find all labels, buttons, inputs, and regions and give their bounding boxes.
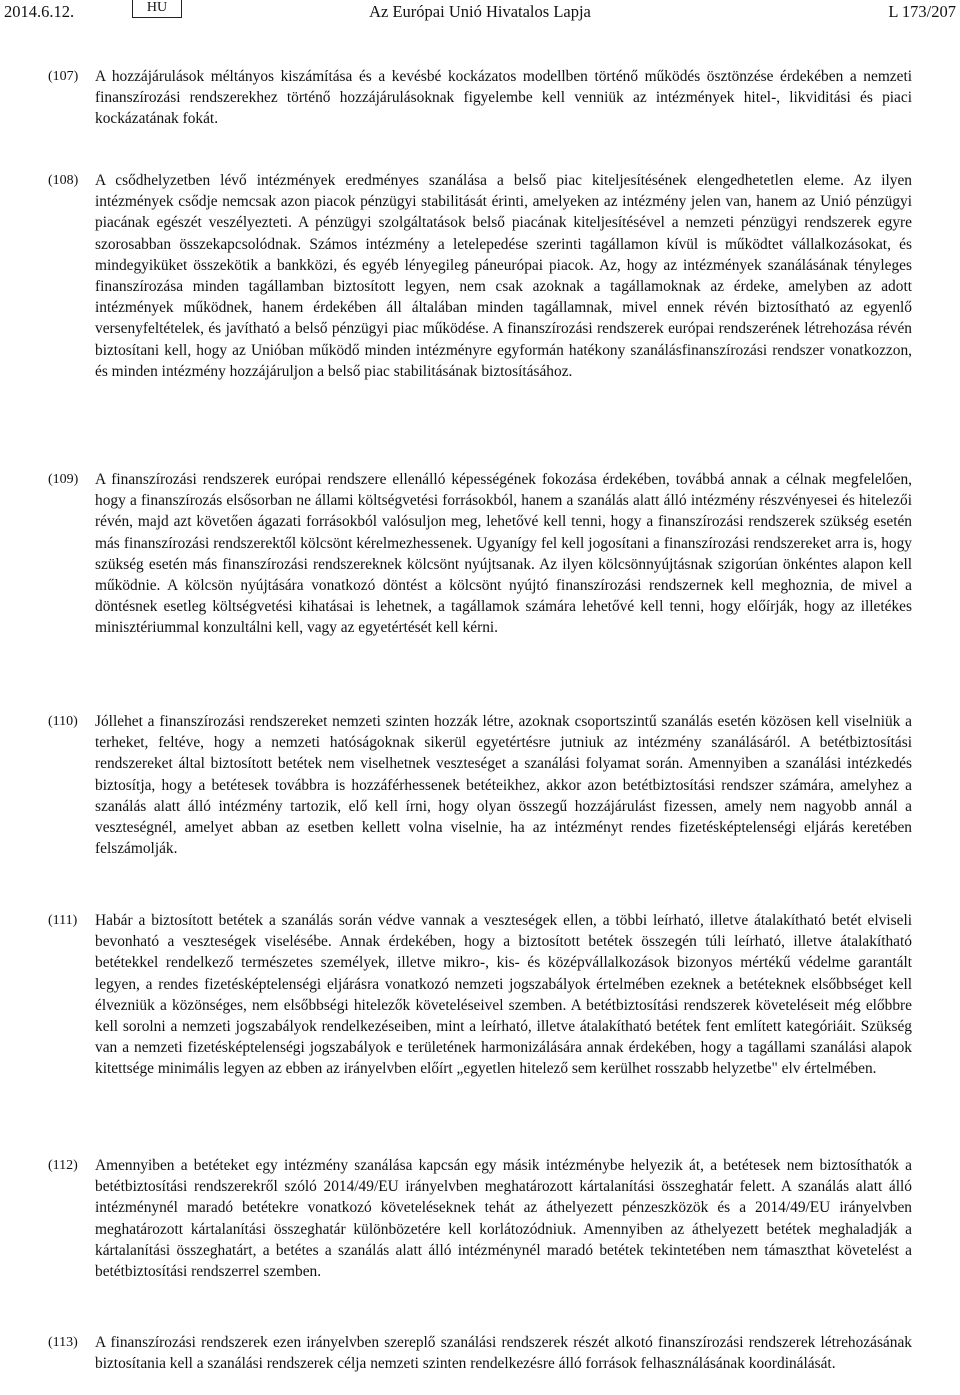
journal-title: Az Európai Unió Hivatalos Lapja [369, 2, 591, 21]
recital-113 [48, 1332, 912, 1374]
recital-text: Habár a biztosított betétek a szanálás során védve vannak a veszteségek ellen, a többi leírható, illetve átalakítható betét elviseli bevonható a veszteségek viselésébe. Annak érdekében, hogy a biztosított betétek összegén túli leírható, illetve átalakítható betétekkel rendelkező természetes személyek, illetve mikro-, kis- és középvállalkozások bizonyos mértékű védelme garantált legyen, a rendes fizetésképtelenségi eljárásra vonatkozó nemzeti jogszabályok értelmében ezeknek a betéteknek elsőbbséget kell élvezniük a közönséges, nem elsőbbségi hitelezők követeléseivel szemben. A betétbiztosítási rendszerek követeléseit még előbbre kell sorolni a nemzeti jogszabályok rendelkezéseiben, mint a leírható, illetve átalakítható betétek fent említett kategóriáit. Szükség van a nemzeti fizetésképtelenségi jogszabályok e területének harmonizálására annak érdekében, hogy a tagállami szanálási alapok kitettsége minimális legyen az ebben az irányelvben előírt „egyetlen hitelező sem kerülhet rosszabb helyzetbe" elv értelmében. [95, 912, 912, 1078]
recital-text: A csődhelyzetben lévő intézmények eredményes szanálása a belső piac kiteljesítésének elengedhetetlen eleme. Az ilyen intézmények csődje nemcsak azon piacok pénzügyi stabilitását érinti, amelyeken az intézmény jelen van, hanem az Unió pénzügyi piacának egészét veszélyezteti. A pénzügyi szolgáltatások belső piacának kiteljesítésével a nemzeti pénzügyi rendszerek egyre szorosabban összekapcsolódnak. Számos intézmény a letelepedése szerinti tagállamon kívül is működtet vállalkozásokat, és mindegyiküket összekötik a bankközi, és egyéb lényegileg páneurópai piacok. Az, hogy az intézmények szanálásának tényleges finanszírozása minden tagállamban biztosított legyen, nem csak azoknak a tagállamoknak az érdeke, amelyben az adott intézmények működnek, hanem érdekében áll általában minden tagállamnak, mivel ennek révén biztosítható az egyenlő versenyfeltételek, és javítható a belső pénzügyi piac működése. A finanszírozási rendszerek európai rendszerének létrehozása révén biztosítani kell, hogy az Unióban működő minden intézményre egyformán hatékony szanálásfinanszírozási rendszer vonatkozzon, és minden intézmény hozzájáruljon a belső piac stabilitásának biztosításához. [95, 172, 912, 380]
recital-number: (108) [48, 173, 79, 188]
recital-number: (107) [48, 69, 79, 84]
recital-108 [48, 170, 912, 382]
recital-112 [48, 1155, 912, 1282]
recital-text: A hozzájárulások méltányos kiszámítása és a kevésbé kockázatos modellben történő működés ösztönzése érdekében a nemzeti finanszírozási rendszerekhez történő hozzájárulásoknak figyelembe kell venniük az intézmények hitel-, likviditási és piaci kockázatának fokát. [95, 68, 912, 128]
page-reference: L 173/207 [888, 2, 956, 21]
recital-number: (113) [48, 1335, 78, 1350]
recital-text: A finanszírozási rendszerek ezen irányelvben szereplő szanálási rendszerek részét alkotó finanszírozási rendszerek létrehozásának biztosítania kell a szanálási rendszerek célja nemzeti szinten rendelkezésre álló források felhasználásának koordinálását. [95, 1334, 912, 1373]
recital-number: (112) [48, 1158, 78, 1173]
recital-text: Jóllehet a finanszírozási rendszereket nemzeti szinten hozzák létre, azoknak csoportszintű szanálás esetén közösen kell viselniük a terheket, feltéve, hogy a nemzeti hatóságoknak sikerül egyetértésre jutniuk az intézmény szanálásáról. A betétbiztosítási rendszereket által biztosított betétek nem viselhetnek veszteséget a szanálási folyamat során. Amennyiben a szanálási intézkedés biztosítja, hogy a betétesek továbbra is hozzáférhessenek betéteikhez, akkor azon betétbiztosítási rendszer számára, amelyhez a szanálás alatt álló intézmény tartozik, elő kell írni, hogy olyan összegű hozzájárulást fizessen, amely nem nagyobb annál a veszteségnél, amelyet abban az esetben kellett volna viselnie, ha az intézményt rendes fizetésképtelenségi eljárás keretében felszámolják. [95, 713, 912, 858]
recital-107 [48, 66, 912, 130]
recital-number: (111) [48, 913, 78, 928]
page-header [0, 0, 960, 28]
publication-date: 2014.6.12. [4, 2, 75, 21]
recital-109 [48, 469, 912, 639]
recital-number: (110) [48, 714, 78, 729]
recital-110 [48, 711, 912, 859]
language-code-box: HU [132, 0, 182, 18]
recital-111 [48, 910, 912, 1080]
recital-text: Amennyiben a betéteket egy intézmény szanálása kapcsán egy másik intézménybe helyezik át, a betétesek nem biztosíthatók a betétbiztosítási rendszerekről szóló 2014/49/EU irányelvben meghatározott kártalanítási összeghatár felett. A szanálás alatt álló intézménynél maradó betétekre vonatkozó követeléseknek tehát az áthelyezett pénzeszközök és a 2014/49/EU irányelvben meghatározott kártalanítási összeghatár különbözetére kell korlátozódniuk. Amennyiben az áthelyezett betétek meghaladják a kártalanítási összeghatárt, a betétes a szanálás alatt álló intézménynél maradó betétek tekintetében nem támaszthat követelést a betétbiztosítási rendszerrel szemben. [95, 1157, 912, 1281]
recital-number: (109) [48, 472, 79, 487]
recital-text: A finanszírozási rendszerek európai rendszere ellenálló képességének fokozása érdekében, továbbá annak a célnak megfelelően, hogy a finanszírozás elsősorban ne állami költségvetési forrásokból, hanem a szanálás alatt álló intézmény részvényesei és hitelezői révén, majd azt követően ágazati forrásokból valósuljon meg, lehetővé kell tenni, hogy a finanszírozási rendszerek szükség esetén más finanszírozási rendszerektől kölcsönt kérelmezhessenek. Ugyanígy fel kell jogosítani a finanszírozási rendszereket arra is, hogy szükség esetén más finanszírozási rendszereknek kölcsönt nyújtsanak. Az ilyen kölcsönnyújtásnak szigorúan önkéntes alapon kell működnie. A kölcsön nyújtására vonatkozó döntést a kölcsönt nyújtó finanszírozási rendszernek kell meghoznia, de mivel a döntésnek esetleg költségvetési kihatásai is lehetnek, a tagállamok számára lehetővé kell tenni, hogy előírják, hogy az illetékes minisztériummal konzultálni kell, vagy az egyetértését kell kérni. [95, 471, 912, 637]
